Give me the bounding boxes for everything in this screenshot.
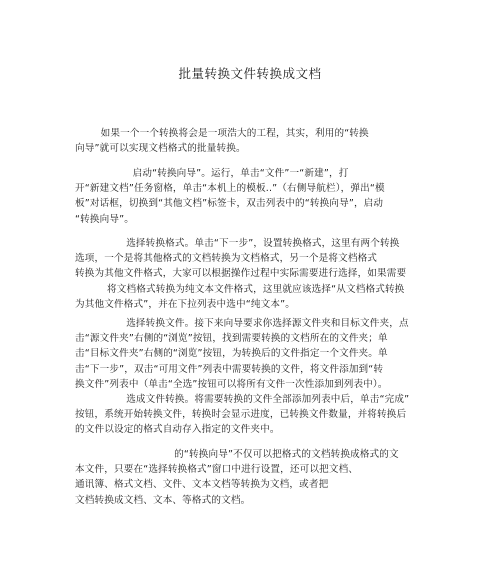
paragraph-line: 向导”就可以实现文档格式的批量转换。 [75, 143, 246, 155]
paragraph-line: 换文件”列表中（单击“全选”按钮可以将所有文件一次性添加到列表中）。 [75, 378, 388, 390]
paragraph-line: 为其他文件格式”，并在下拉列表中选中“纯文本”。 [75, 298, 295, 310]
paragraph-line: 选成文件转换。将需要转换的文件全部添加列表中后，单击“完成” [75, 394, 410, 405]
paragraph-intro [75, 126, 435, 156]
paragraph-line: 选择转换格式。单击“下一步”，设置转换格式，这里有两个转换 [75, 238, 400, 249]
paragraph-line: 的文件以设定的格式自动存入指定的文件夹中。 [75, 424, 280, 436]
paragraph-select-files [75, 316, 435, 392]
paragraph-line: 选择转换文件。接下来向导要求你选择源文件夹和目标文件夹，点 [75, 318, 409, 329]
paragraph-line: 板”对话框，切换到“其他文档”标签卡，双击列表中的“转换向导”，启动 [75, 198, 384, 210]
paragraph-line: 将文档格式转换为纯文本文件格式，这里就应该选择“从文档格式转换 [75, 283, 405, 295]
paragraph-line: 的“转换向导”不仅可以把格式的文档转换成格式的文 [75, 449, 399, 460]
paragraph-line: 启动“转换向导”。运行，单击“文件”一“新建”，打 [75, 168, 349, 179]
paragraph-line: 通讯簿、格式文档、文件、文本文档等转换为文档，或者把 [75, 479, 329, 491]
paragraph-line: 击“源文件夹”右侧的“浏览”按钮，找到需要转换的文档所在的文件夹；单 [75, 333, 388, 345]
paragraph-select-format [75, 236, 435, 312]
paragraph-line: 文档转换成文档、文本、等格式的文档。 [75, 494, 251, 506]
document-title: 批量转换文件转换成文档 [178, 66, 322, 81]
paragraph-line: 按钮，系统开始转换文件，转换时会显示进度，已转换文件数量，并将转换后 [75, 409, 407, 421]
paragraph-line: 击“目标文件夹”右侧的“浏览”按钮，为转换后的文件指定一个文件夹。单 [75, 348, 388, 360]
paragraph-start-wizard [75, 166, 435, 227]
paragraph-wizard-summary [75, 447, 435, 508]
paragraph-line: 转换为其他文件格式，大家可以根据操作过程中实际需要进行选择，如果需要 [75, 268, 407, 280]
paragraph-line: 本文件，只要在“选择转换格式”窗口中进行设置，还可以把文档、 [75, 464, 359, 476]
paragraph-line: 如果一个一个转换将会是一项浩大的工程，其实，利用的“转换 [75, 128, 369, 139]
paragraph-line: 击“下一步”，双击“可用文件”列表中需要转换的文件，将文件添加到“转 [75, 363, 384, 375]
paragraph-complete-conversion [75, 392, 435, 438]
paragraph-line: 选项，一个是将其他格式的文档转换为文档格式，另一个是将文档格式 [75, 253, 378, 265]
paragraph-line: 开“新建文档”任务窗格，单击“本机上的模板..”（右侧导航栏），弹出“模 [75, 183, 385, 195]
paragraph-line: “转换向导”。 [75, 213, 134, 225]
